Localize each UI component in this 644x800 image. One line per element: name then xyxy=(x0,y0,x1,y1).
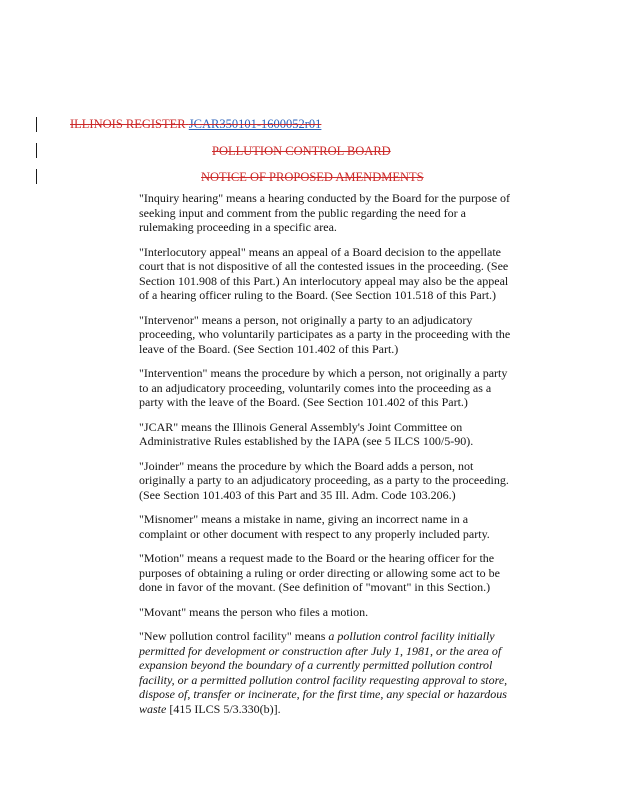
definition-paragraph: "Joinder" means the procedure by which the Board adds a person, not originally a party to an adjudicatory proceeding, as a party to the proceeding. (See Section 101.403 of this Part and 35 Ill. Adm. Code 103.206.) xyxy=(139,458,509,502)
definition-paragraph: "Inquiry hearing" means a hearing conducted by the Board for the purpose of seeking input and comment from the public regarding the need for a rulemaking proceeding in a specific area. xyxy=(139,191,511,234)
definitions-body xyxy=(139,191,513,716)
jcar-id-inserted: JCAR350101-1600052r01 xyxy=(188,117,322,131)
register-header xyxy=(70,117,321,132)
definition-paragraph: "JCAR" means the Illinois General Assembly's Joint Committee on Administrative Rules established by the IAPA (see 5 ILCS 100/5-90). xyxy=(139,419,474,448)
definition-paragraph: "Interlocutory appeal" means an appeal of a Board decision to the appellate court that is not dispositive of all the contested issues in the proceeding. (See Section 101.908 of this Part.) An interlocutory appeal may also be the appeal of a hearing officer ruling to the Board. (See Section 101.518 of this Part.) xyxy=(139,244,509,302)
change-bar-3 xyxy=(36,169,37,184)
definition-paragraph: "Intervenor" means a person, not originally a party to an adjudicatory proceeding, who voluntarily participates as a party in the proceeding with the leave of the Board. (See Section 101.402 of this Part.) xyxy=(139,312,511,356)
statutory-text: a pollution control facility initially permitted for development or construction after July 1, 1981, or the area of expansion beyond the boundary of a currently permitted pollution control facility, or a permitted pollution control facility requesting approval to store, dispose of, transfer or incinerate, for the first time, any special or hazardous waste xyxy=(139,629,508,716)
definition-paragraph: "Misnomer" means a mistake in name, giving an incorrect name in a complaint or other document with respect to any properly included party. xyxy=(139,512,490,541)
definition-paragraph: "Movant" means the person who files a motion. xyxy=(139,604,369,619)
definition-lead: "New pollution control facility" means xyxy=(139,629,329,643)
definition-paragraph: "Motion" means a request made to the Board or the hearing officer for the purposes of obtaining a ruling or order directing or allowing some act to be done in favor of the movant. (See definition of "movant" in this Section.) xyxy=(139,551,500,594)
board-header-deleted: POLLUTION CONTROL BOARD xyxy=(212,144,391,158)
change-bar-2 xyxy=(36,143,37,158)
register-title-deleted: ILLINOIS REGISTER xyxy=(70,117,186,131)
change-bar-1 xyxy=(36,117,37,132)
notice-header-deleted: NOTICE OF PROPOSED AMENDMENTS xyxy=(201,170,424,184)
definition-paragraph: "Intervention" means the procedure by which a person, not originally a party to an adjudicatory proceeding, voluntarily comes into the proceeding as a party with the leave of the Board. (See Section 101.402 of this Part.) xyxy=(139,366,508,409)
statute-citation: [415 ILCS 5/3.330(b)]. xyxy=(166,701,281,716)
definition-paragraph-new-facility xyxy=(139,629,513,716)
